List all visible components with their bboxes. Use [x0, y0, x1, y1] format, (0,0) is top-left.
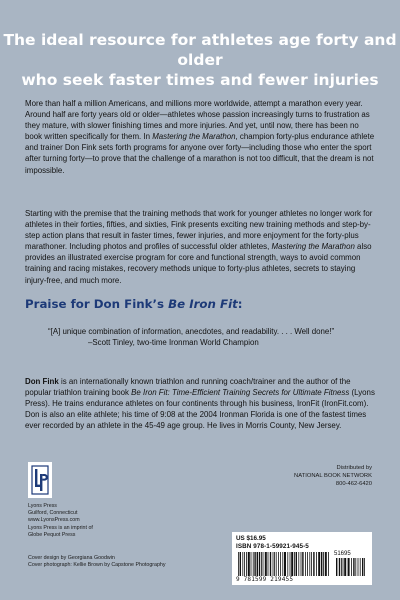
barcode-panel: [232, 532, 372, 585]
barcode-bar: [316, 552, 317, 576]
barcode-bar: [360, 558, 361, 576]
barcode-bar: [355, 558, 356, 576]
barcode-bar: [248, 552, 250, 576]
barcode-bar: [328, 552, 329, 576]
premise-text-end: also provides an illustrated exercise program for core and functional strength, ways to avoid common training and racing mistakes, recovery methods unique to forty-plus athletes, secrets to staying injury-free, and much more.: [25, 242, 372, 285]
premise-book-title: Mastering the Marathon: [271, 242, 355, 252]
barcode-bar: [290, 552, 291, 576]
quote-attribution: –Scott Tinley, two-time Ironman World Champion: [88, 338, 259, 347]
barcode-bar: [257, 552, 258, 576]
barcode-bar: [246, 552, 247, 576]
praise-heading-suffix: :: [237, 297, 243, 311]
barcode-bar: [325, 552, 327, 576]
praise-heading-title: Be Iron Fit: [168, 297, 238, 311]
barcode-bar: [253, 552, 254, 576]
barcode-bar: [254, 552, 255, 576]
barcode-bar: [263, 552, 264, 576]
distributor-line: NATIONAL BOOK NETWORK: [294, 472, 372, 479]
intro-text-start: More than half a million Americans, and millions more worldwide, attempt a marathon every year. Around half are forty years old or older—athletes whose passion increasingly turns to frustration as they mature, with slower finishing times and more injuries. And yet, until now, there has been no book written specifically for them. In: [25, 99, 370, 142]
price-label: US $16.95: [236, 535, 266, 542]
publisher-line: Lyons Press is an imprint of: [28, 524, 93, 531]
barcode-bar: [341, 558, 342, 576]
premise-text-start: Starting with the premise that the training methods that work for younger athletes no longer work for athletes in their forties, fifties, and sixties, Fink presents exciting new training methods and step-by-step action plans that result in faster times, fewer injuries, and more enjoyment for the forty-plus marathoner. Including photos and profiles of successful older athletes,: [25, 209, 373, 252]
barcode-bar: [348, 558, 350, 576]
headline: [0, 30, 400, 90]
barcode-bar: [259, 552, 260, 576]
publisher-line: Globe Pequot Press: [28, 531, 76, 538]
barcode-bar: [296, 552, 297, 576]
publisher-line: www.LyonsPress.com: [28, 517, 80, 524]
bio-book-title: Be Iron Fit: Time-Efficient Training Secrets for Ultimate Fitness: [131, 388, 350, 398]
barcode-bar: [343, 558, 344, 576]
barcode-bar: [276, 552, 277, 576]
publisher-line: Guilford, Connecticut: [28, 510, 78, 517]
barcode-bar: [311, 552, 312, 576]
credit-line: Cover photograph: Kellie Brown by Capstone Photography: [28, 562, 166, 569]
barcode-bar: [291, 552, 293, 576]
bio-text-start: is an internationally known triathlon and running coach/trainer and the author of the popular triathlon training book: [25, 377, 351, 398]
barcode-digits: 9 781599 219455: [236, 576, 294, 583]
barcode-bar: [282, 552, 283, 576]
isbn-label: ISBN 978-1-59921-945-5: [236, 543, 309, 550]
barcode-bar: [321, 552, 322, 576]
barcode-bar: [358, 558, 359, 576]
barcode-bar: [294, 552, 295, 576]
barcode-bar: [336, 558, 337, 576]
barcode-bar: [238, 552, 239, 576]
intro-paragraph: [25, 98, 377, 176]
barcode-bar: [265, 552, 267, 576]
praise-quote: [48, 326, 368, 348]
praise-heading-prefix: Praise for Don Fink’s: [25, 297, 169, 311]
barcode-bar: [268, 552, 269, 576]
quote-text: “[A] unique combination of information, anecdotes, and readability. . . . Well done!”: [48, 327, 335, 336]
headline-line-2: who seek faster times and fewer injuries: [21, 71, 379, 89]
barcode-bar: [353, 558, 354, 576]
distributor-line: 800-462-6420: [335, 480, 372, 487]
barcode-bar: [362, 558, 363, 576]
barcode-bar: [339, 558, 340, 576]
cover-credits: [28, 555, 166, 569]
barcode-bar: [313, 552, 314, 576]
author-bio: [25, 376, 377, 431]
headline-line-1: The ideal resource for athletes age forty and older: [3, 31, 397, 69]
barcode-bar: [307, 552, 308, 576]
barcode-bar: [318, 552, 320, 576]
barcode-bar: [287, 552, 288, 576]
author-name: Don Fink: [25, 377, 59, 386]
barcode-bar: [244, 552, 245, 576]
distributor-info: [294, 465, 372, 488]
publisher-info: [28, 503, 93, 539]
barcode-bar: [270, 552, 271, 576]
barcode-bar: [240, 552, 241, 576]
barcode-bar: [364, 558, 365, 576]
barcode-bar: [284, 552, 286, 576]
barcode-bar: [298, 552, 299, 576]
barcode-main-bars: [238, 552, 330, 576]
barcode-bar: [278, 552, 279, 576]
intro-text-end: , champion forty-plus endurance athlete and trainer Don Fink sets forth programs for anyone over forty—including those who enter the sport after turning forty—to prove that the challenge of a marathon is not too difficult, that the dream is not impossible.: [25, 132, 375, 175]
barcode-bar: [301, 552, 302, 576]
barcode-bar: [305, 552, 306, 576]
barcode-bar: [274, 552, 275, 576]
intro-book-title: Mastering the Marathon: [152, 132, 236, 142]
publisher-line: Lyons Press: [28, 503, 57, 509]
credit-line: Cover design by Georgiana Goodwin: [28, 555, 115, 561]
bio-text-end: (Lyons Press). He trains endurance athletes on four continents through his business, IronFit (IronFit.com). Don is also an elite athlete; his time of 9:08 at the 2004 Ironman Florida is one of the fastest times ever recorded by an athlete in the 45-49 age group. He lives in Morris County, New Jersey.: [25, 388, 375, 431]
publisher-logo: [28, 462, 52, 498]
praise-heading: [25, 297, 243, 311]
barcode-addon-number: 51695: [334, 551, 351, 557]
distributor-line: Distributed by: [336, 465, 372, 471]
barcode-bar: [302, 552, 303, 576]
barcode-bar: [351, 558, 352, 576]
barcode-bar: [261, 552, 262, 576]
barcode-bar: [280, 552, 281, 576]
premise-paragraph: [25, 208, 377, 286]
barcode-bar: [242, 552, 243, 576]
barcode-bar: [309, 552, 310, 576]
barcode-bar: [344, 558, 346, 576]
barcode-bar: [273, 552, 274, 576]
barcode-bar: [323, 552, 324, 576]
barcode-bar: [251, 552, 252, 576]
barcode-addon-bars: [336, 558, 366, 576]
